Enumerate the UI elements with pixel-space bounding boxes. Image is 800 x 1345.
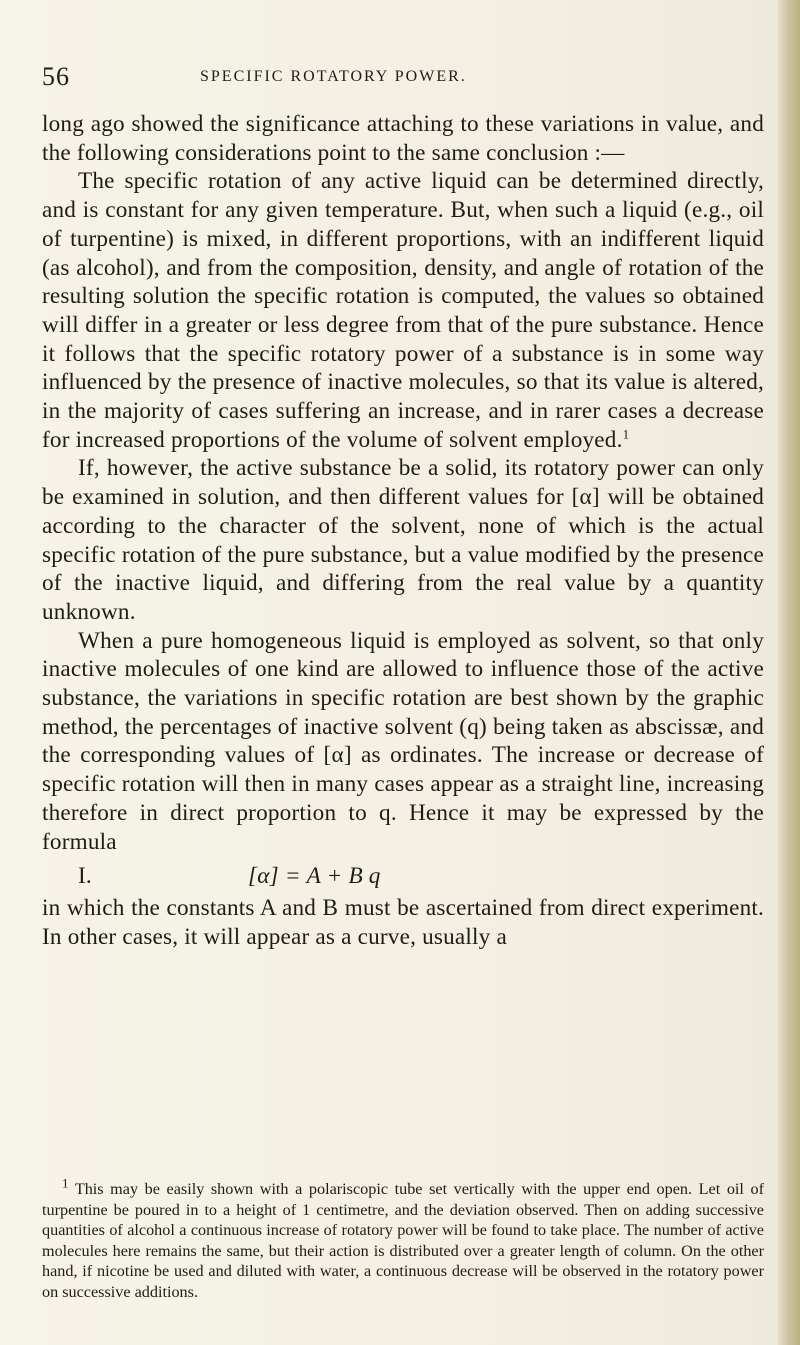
page-header: [0, 62, 760, 92]
running-head: SPECIFIC ROTATORY POWER.: [200, 68, 467, 85]
paragraph-2: [42, 167, 764, 454]
paragraph-2-text: The specific rotation of any active liquid can be determined directly, and is constant for any given temperature. But, when such a liquid (e.g., oil of turpentine) is mixed, in different proportions, with an indifferent liquid (as alcohol), and from the composition, density, and angle of rotation of the resulting solution the specific rotation is computed, the values so obtained will differ in a greater or less degree from that of the pure substance. Hence it follows that the specific rotatory power of a substance is in some way influenced by the presence of inactive molecules, so that its value is altered, in the majority of cases suffering an increase, and in rarer cases a decrease for increased proportions of the volume of solvent employed.: [42, 168, 764, 453]
formula-label: I.: [78, 863, 92, 890]
formula-line: [42, 858, 764, 890]
page-edge-shadow: [778, 0, 800, 1345]
footnote-marker: 1: [62, 1175, 69, 1191]
page-number: 56: [42, 62, 70, 91]
footnote-text: This may be easily shown with a polariscopic tube set vertically with the upper end open. Let oil of turpentine be poured in to a height of 1 centimetre, and the deviation observed. Then on adding successive quantities of alcohol a continuous increase of rotatory power will be found to take place. The number of active molecules here remains the same, but their action is distributed over a greater length of column. On the other hand, if nicotine be used and diluted with water, a continuous decrease will be observed in the rotatory power on successive additions.: [42, 1180, 764, 1301]
paragraph-5: in which the constants A and B must be ascertained from direct experiment. In other cases, it will appear as a curve, usually a: [42, 895, 764, 950]
footnotes: [42, 1175, 764, 1303]
footnote-1: [42, 1175, 764, 1303]
formula-expression: [α] = A + B q: [248, 863, 381, 890]
paragraph-4: When a pure homogeneous liquid is employed as solvent, so that only inactive molecules of one kind are allowed to influence those of the active substance, the variations in specific rotation are best shown by the graphic method, the percentages of inactive solvent (q) being taken as abscissæ, and the corresponding values of [α] as ordinates. The increase or decrease of specific rotation will then in many cases appear as a straight line, increasing therefore in direct proportion to q. Hence it may be expressed by the formula: [42, 627, 764, 855]
paragraph-1: long ago showed the significance attaching to these variations in value, and the following considerations point to the same conclusion :—: [42, 111, 764, 166]
footnote-reference: 1: [622, 426, 630, 441]
paragraph-3: If, however, the active substance be a solid, its rotatory power can only be examined in solution, and then different values for [α] will be obtained according to the character of the solvent, none of which is the actual specific rotation of the pure substance, but a value modified by the presence of the inactive liquid, and differing from the real value by a quantity unknown.: [42, 455, 764, 625]
body-text: [42, 110, 764, 952]
